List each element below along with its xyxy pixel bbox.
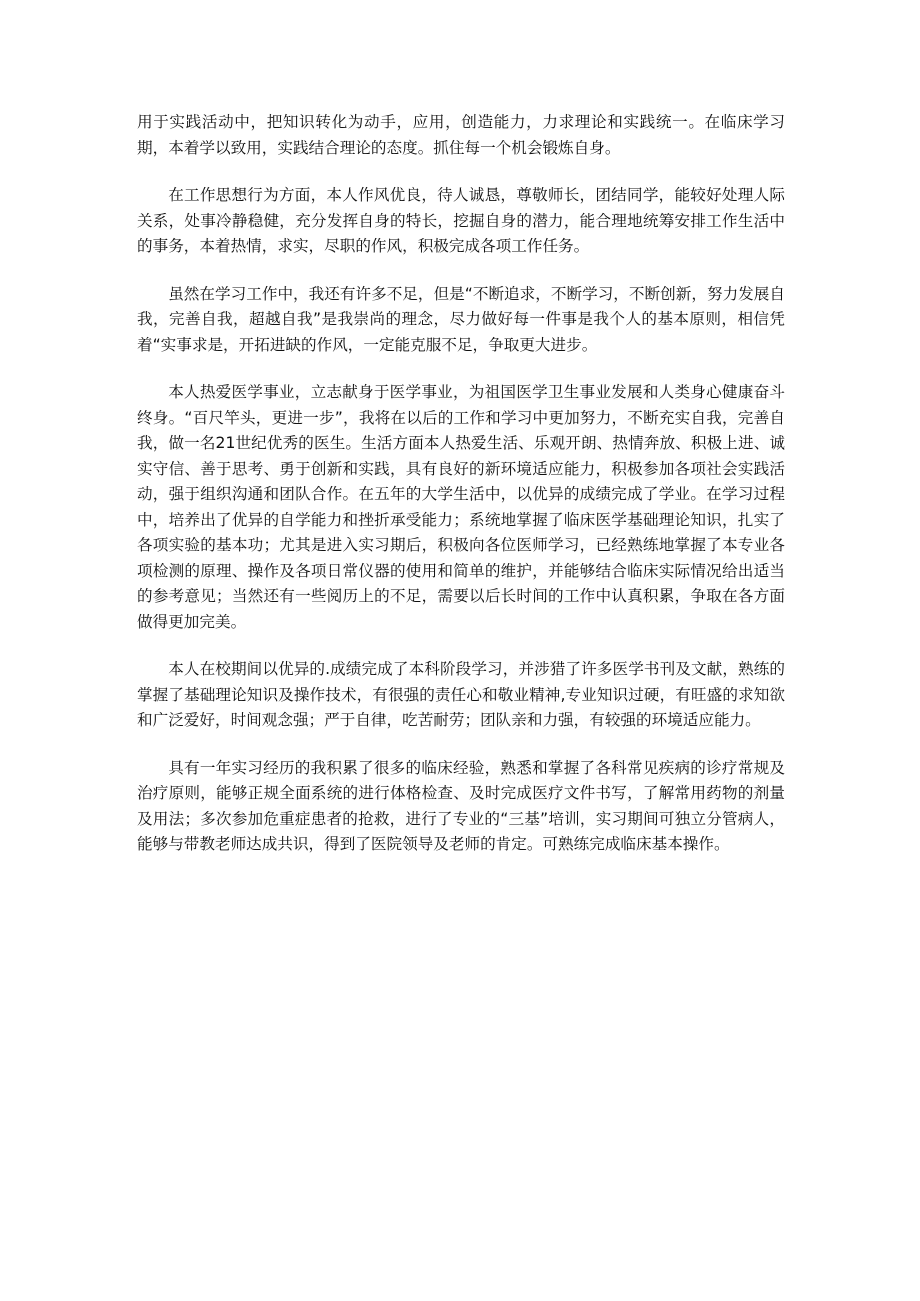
- paragraph-medical-career: 本人热爱医学事业，立志献身于医学事业，为祖国医学卫生事业发展和人类身心健康奋斗终身。“百尺竿头，更进一步”，我将在以后的工作和学习中更加努力，不断充实自我，完善自我，做一名21世纪优秀的医生。生活方面本人热爱生活、乐观开朗、热情奔放、积极上进、诚实守信、善于思考、勇于创新和实践，具有良好的新环境适应能力，积极参加各项社会实践活动，强于组织沟通和团队合作。在五年的大学生活中，以优异的成绩完成了学业。在学习过程中，培养出了优异的自学能力和挫折承受能力；系统地掌握了临床医学基础理论知识，扎实了各项实验的基本功；尤其是进入实习期后，积极向各位医师学习，已经熟练地掌握了本专业各项检测的原理、操作及各项日常仪器的使用和简单的维护，并能够结合临床实际情况给出适当的参考意见；当然还有一些阅历上的不足，需要以后长时间的工作中认真积累，争取在各方面做得更加完美。: [137, 383, 785, 631]
- paragraph-school-performance: 本人在校期间以优异的.成绩完成了本科阶段学习，并涉猎了许多医学书刊及文献，熟练的掌握了基础理论知识及操作技术，有很强的责任心和敬业精神,专业知识过硬，有旺盛的求知欲和广泛爱好，时间观念强；严于自律，吃苦耐劳；团队亲和力强，有较强的环境适应能力。: [137, 660, 785, 729]
- paragraph-practice: 用于实践活动中，把知识转化为动手，应用，创造能力，力求理论和实践统一。在临床学习期，本着学以致用，实践结合理论的态度。抓住每一个机会锻炼自身。: [137, 113, 785, 157]
- paragraph-work-attitude: 在工作思想行为方面，本人作风优良，待人诚恳，尊敬师长，团结同学，能较好处理人际关系，处事冷静稳健，充分发挥自身的特长，挖掘自身的潜力，能合理地统筹安排工作生活中的事务，本着热情，求实，尽职的作风，积极完成各项工作任务。: [137, 186, 785, 255]
- document-body: [137, 110, 785, 880]
- paragraph-internship-experience: 具有一年实习经历的我积累了很多的临床经验，熟悉和掌握了各科常见疾病的诊疗常规及治疗原则，能够正规全面系统的进行体格检查、及时完成医疗文件书写，了解常用药物的剂量及用法；多次参加危重症患者的抢救，进行了专业的“三基”培训，实习期间可独立分管病人，能够与带教老师达成共识，得到了医院领导及老师的肯定。可熟练完成临床基本操作。: [137, 758, 785, 853]
- paragraph-self-improvement: 虽然在学习工作中，我还有许多不足，但是“不断追求，不断学习，不断创新，努力发展自我，完善自我，超越自我”是我崇尚的理念，尽力做好每一件事是我个人的基本原则，相信凭着“实事求是，开拓进缺的作风，一定能克服不足，争取更大进步。: [137, 284, 785, 354]
